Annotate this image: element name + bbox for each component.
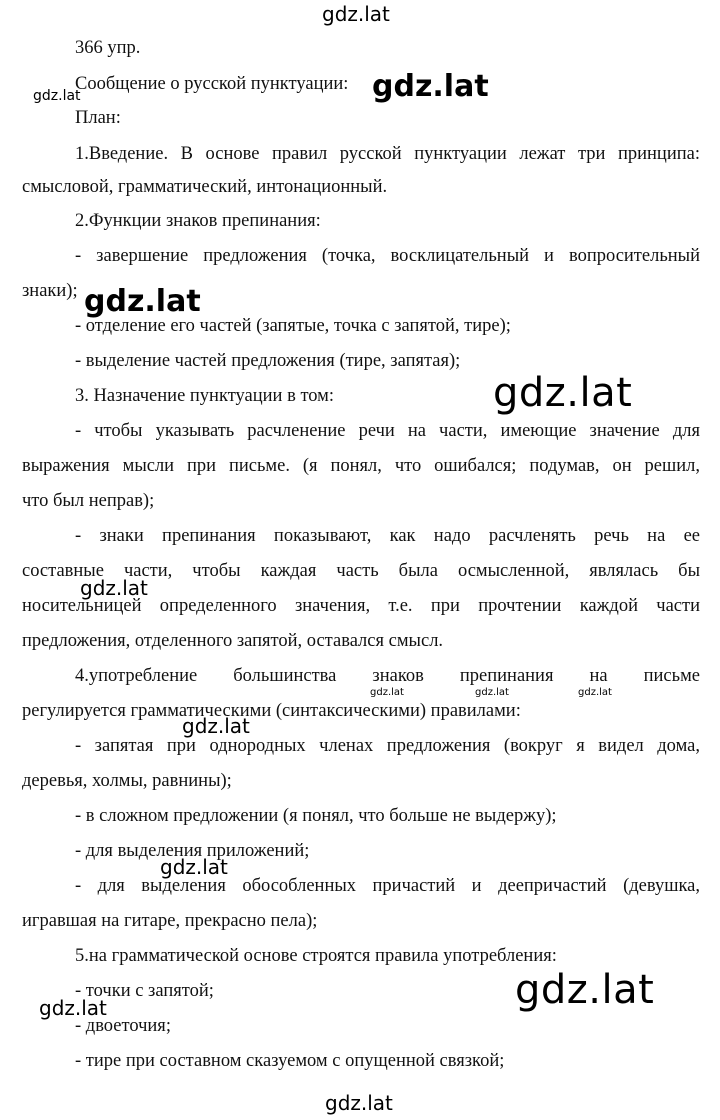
list-item-continuation: знаки); (22, 281, 78, 301)
exercise-number: 366 упр. (75, 38, 141, 58)
watermark: gdz.lat (578, 687, 612, 698)
section-heading: 2.Функции знаков препинания: (75, 211, 321, 231)
list-item-continuation: что был неправ); (22, 491, 155, 511)
list-item: - запятая при однородных членах предложения (вокруг я видел дома, (75, 736, 700, 756)
watermark: gdz.lat (182, 714, 250, 738)
document-heading: Сообщение о русской пунктуации: (75, 74, 349, 94)
paragraph-line: 1.Введение. В основе правил русской пунктуации лежат три принципа: (75, 144, 700, 164)
paragraph-line: смысловой, грамматический, интонационный. (22, 177, 388, 197)
list-item: - тире при составном сказуемом с опущенной связкой; (75, 1051, 505, 1071)
list-item-continuation: выражения мысли при письме. (я понял, что ошибался; подумав, он решил, (22, 456, 700, 476)
list-item-continuation: игравшая на гитаре, прекрасно пела); (22, 911, 318, 931)
watermark: gdz.lat (515, 967, 655, 1013)
list-item-continuation: носительницей определенного значения, т.е. при прочтении каждой части (22, 596, 700, 616)
list-item: - для выделения приложений; (75, 841, 310, 861)
watermark: gdz.lat (80, 576, 148, 600)
plan-label: План: (75, 108, 121, 128)
watermark: gdz.lat (322, 2, 390, 26)
watermark: gdz.lat (33, 88, 81, 104)
watermark: gdz.lat (475, 687, 509, 698)
watermark: gdz.lat (160, 855, 228, 879)
section-heading-continuation: регулируется грамматическими (синтаксическими) правилами: (22, 701, 521, 721)
watermark: gdz.lat (325, 1091, 393, 1115)
list-item-continuation: составные части, чтобы каждая часть была осмысленной, являлась бы (22, 561, 700, 581)
section-heading: 3. Назначение пунктуации в том: (75, 386, 335, 406)
list-item: - завершение предложения (точка, восклицательный и вопросительный (75, 246, 700, 266)
list-item: - знаки препинания показывают, как надо расчленять речь на ее (75, 526, 700, 546)
list-item: - чтобы указывать расчленение речи на части, имеющие значение для (75, 421, 700, 441)
list-item: - выделение частей предложения (тире, запятая); (75, 351, 461, 371)
watermark: gdz.lat (372, 69, 489, 104)
list-item: - в сложном предложении (я понял, что больше не выдержу); (75, 806, 557, 826)
list-item: - для выделения обособленных причастий и деепричастий (девушка, (75, 876, 700, 896)
watermark: gdz.lat (370, 687, 404, 698)
list-item: - отделение его частей (запятые, точка с запятой, тире); (75, 316, 511, 336)
watermark: gdz.lat (39, 996, 107, 1020)
list-item-continuation: деревья, холмы, равнины); (22, 771, 232, 791)
list-item: - двоеточия; (75, 1016, 171, 1036)
section-heading: 5.на грамматической основе строятся правила употребления: (75, 946, 557, 966)
list-item: - точки с запятой; (75, 981, 214, 1001)
section-heading: 4.употребление большинства знаков препинания на письме (75, 666, 700, 686)
watermark: gdz.lat (84, 284, 201, 319)
watermark: gdz.lat (493, 370, 633, 416)
list-item-continuation: предложения, отделенного запятой, оставался смысл. (22, 631, 444, 651)
